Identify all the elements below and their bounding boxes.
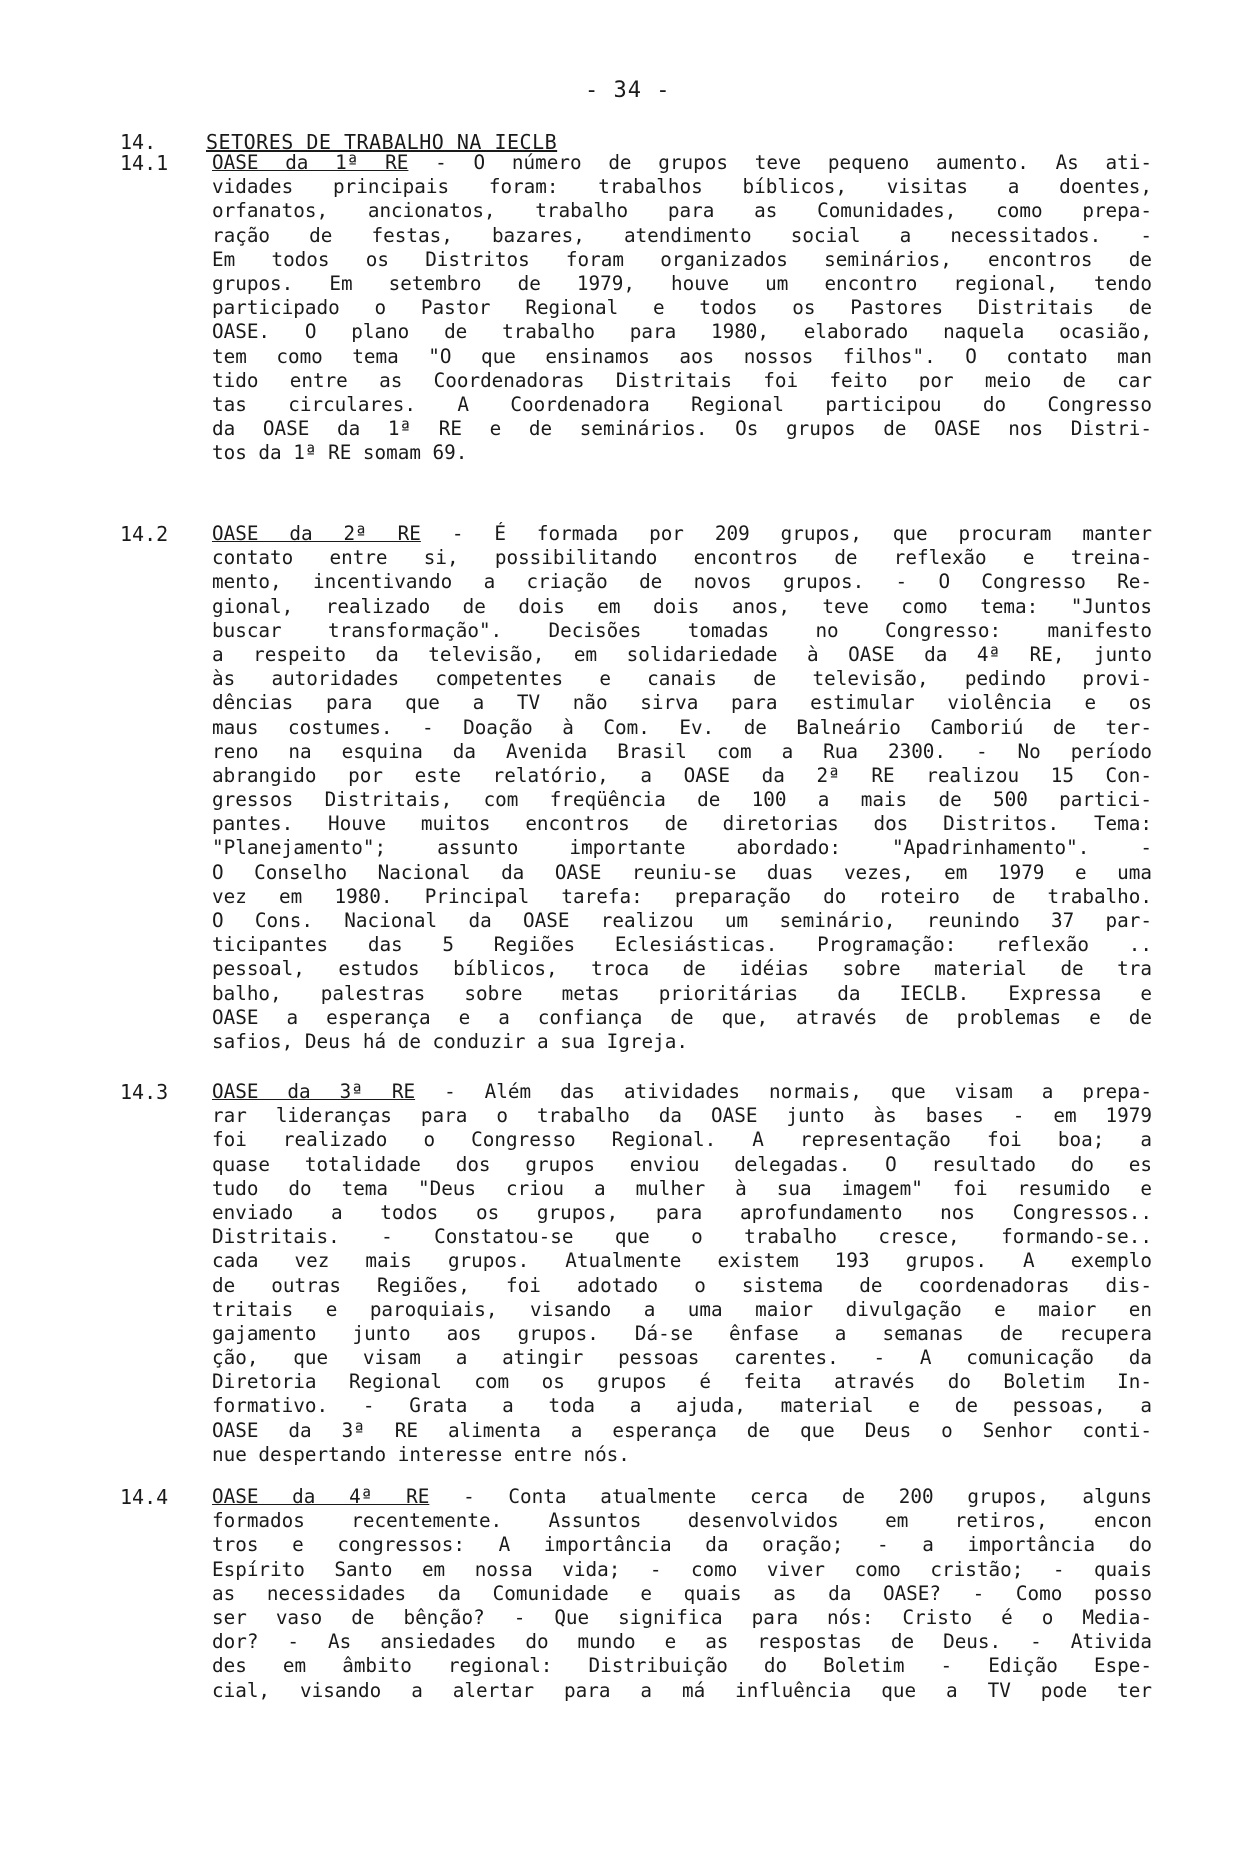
text-line: tritais e paroquiais, visando a uma maior divulgação e maior en [212, 1297, 1152, 1321]
text-line: foi realizado o Congresso Regional. A representação foi boa; a [212, 1128, 1152, 1152]
text-line: quase totalidade dos grupos enviou delegadas. O resultado do es [212, 1152, 1152, 1176]
text-line: formativo. - Grata a toda a ajuda, material e de pessoas, a [212, 1394, 1152, 1418]
section-lead: OASE da 4ª RE [212, 1485, 430, 1508]
text-line: cada vez mais grupos. Atualmente existem 193 grupos. A exemplo [212, 1249, 1152, 1273]
text-line: de outras Regiões, foi adotado o sistema de coordenadoras dis- [212, 1273, 1152, 1297]
section-text [212, 151, 1152, 465]
text-line: tem como tema "O que ensinamos aos nossos filhos". O contato man [212, 344, 1152, 368]
section-text [212, 522, 1152, 1054]
page-number: - 34 - [585, 78, 671, 103]
text-line: ração de festas, bazares, atendimento social a necessitados. - [212, 223, 1152, 247]
heading-title: SETORES DE TRABALHO NA IECLB [206, 130, 558, 154]
text-line: OASE da 2ª RE - É formada por 209 grupos, que procuram manter [212, 522, 1152, 545]
text-line: tas circulares. A Coordenadora Regional participou do Congresso [212, 392, 1152, 416]
text-line: O Cons. Nacional da OASE realizou um seminário, reunindo 37 par- [212, 909, 1152, 932]
text-line: abrangido por este relatório, a OASE da 2ª RE realizou 15 Con- [212, 763, 1152, 787]
text-line: dor? - As ansiedades do mundo e as respostas de Deus. - Ativida [212, 1630, 1152, 1654]
text-line: gajamento junto aos grupos. Dá-se ênfase a semanas de recupera [212, 1321, 1152, 1345]
text-line: pessoal, estudos bíblicos, troca de idéias sobre material de tra [212, 957, 1152, 981]
section-text [212, 1080, 1152, 1467]
text-line: às autoridades competentes e canais de televisão, pedindo provi- [212, 667, 1152, 691]
section-lead: OASE da 2ª RE [212, 522, 421, 545]
text-line: tos da 1ª RE somam 69. [212, 441, 468, 465]
text-line: orfanatos, ancionatos, trabalho para as Comunidades, como prepa- [212, 199, 1152, 223]
text-line: buscar transformação". Decisões tomadas no Congresso: manifesto [212, 618, 1152, 642]
text-line: dências para que a TV não sirva para estimular violência e os [212, 691, 1152, 715]
section-number: 14.1 [120, 151, 169, 175]
heading-number: 14. [120, 130, 157, 154]
section-number: 14.2 [120, 522, 169, 546]
text-line: gressos Distritais, com freqüência de 100 a mais de 500 partici- [212, 788, 1152, 812]
text-line: nue despertando interesse entre nós. [212, 1442, 630, 1466]
text-line: tido entre as Coordenadoras Distritais foi feito por meio de car [212, 368, 1152, 392]
text-line: da OASE da 1ª RE e de seminários. Os grupos de OASE nos Distri- [212, 417, 1152, 441]
text-line: contato entre si, possibilitando encontros de reflexão e treina- [212, 546, 1152, 570]
text-line: enviado a todos os grupos, para aprofundamento nos Congressos.. [212, 1200, 1152, 1224]
text-line: vez em 1980. Principal tarefa: preparação do roteiro de trabalho. [212, 884, 1152, 908]
text-line: Em todos os Distritos foram organizados seminários, encontros de [212, 247, 1152, 271]
text-line: OASE da 4ª RE - Conta atualmente cerca de 200 grupos, alguns [212, 1485, 1152, 1508]
text-line: des em âmbito regional: Distribuição do Boletim - Edição Espe- [212, 1654, 1152, 1678]
text-line: grupos. Em setembro de 1979, houve um encontro regional, tendo [212, 271, 1152, 295]
text-line: participado o Pastor Regional e todos os Pastores Distritais de [212, 296, 1152, 320]
text-line: ticipantes das 5 Regiões Eclesiásticas. Programação: reflexão .. [212, 933, 1152, 957]
section-number: 14.3 [120, 1080, 169, 1104]
text-line: a respeito da televisão, em solidariedade à OASE da 4ª RE, junto [212, 642, 1152, 666]
section-text [212, 1485, 1152, 1703]
text-line: OASE. O plano de trabalho para 1980, elaborado naquela ocasião, [212, 320, 1152, 344]
text-line: O Conselho Nacional da OASE reuniu-se duas vezes, em 1979 e uma [212, 860, 1152, 884]
section-lead: OASE da 3ª RE [212, 1080, 416, 1103]
text-line: pantes. Houve muitos encontros de diretorias dos Distritos. Tema: [212, 812, 1152, 836]
text-line: ser vaso de bênção? - Que significa para nós: Cristo é o Media- [212, 1605, 1152, 1629]
text-line: Espírito Santo em nossa vida; - como viver como cristão; - quais [212, 1557, 1152, 1581]
text-line: tudo do tema "Deus criou a mulher à sua imagem" foi resumido e [212, 1176, 1152, 1200]
text-line: maus costumes. - Doação à Com. Ev. de Balneário Camboriú de ter- [212, 715, 1152, 739]
text-line: OASE da 1ª RE - O número de grupos teve pequeno aumento. As ati- [212, 151, 1152, 174]
text-line: "Planejamento"; assunto importante abordado: "Apadrinhamento". - [212, 836, 1152, 860]
text-line: vidades principais foram: trabalhos bíblicos, visitas a doentes, [212, 175, 1152, 199]
text-line: Diretoria Regional com os grupos é feita através do Boletim In- [212, 1370, 1152, 1394]
text-line: OASE da 3ª RE alimenta a esperança de que Deus o Senhor conti- [212, 1418, 1152, 1442]
text-line: balho, palestras sobre metas prioritárias da IECLB. Expressa e [212, 981, 1152, 1005]
text-line: safios, Deus há de conduzir a sua Igreja. [212, 1029, 688, 1053]
text-line: tros e congressos: A importância da oração; - a importância do [212, 1533, 1152, 1557]
text-line: rar lideranças para o trabalho da OASE junto às bases - em 1979 [212, 1104, 1152, 1128]
text-line: Distritais. - Constatou-se que o trabalho cresce, formando-se.. [212, 1225, 1152, 1249]
section-lead: OASE da 1ª RE [212, 151, 409, 174]
text-line: cial, visando a alertar para a má influência que a TV pode ter [212, 1678, 1152, 1702]
text-line: as necessidades da Comunidade e quais as da OASE? - Como posso [212, 1581, 1152, 1605]
text-line: mento, incentivando a criação de novos grupos. - O Congresso Re- [212, 570, 1152, 594]
text-line: reno na esquina da Avenida Brasil com a Rua 2300. - No período [212, 739, 1152, 763]
text-line: OASE da 3ª RE - Além das atividades normais, que visam a prepa- [212, 1080, 1152, 1103]
text-line: formados recentemente. Assuntos desenvolvidos em retiros, encon [212, 1509, 1152, 1533]
text-line: OASE a esperança e a confiança de que, através de problemas e de [212, 1005, 1152, 1029]
text-line: ção, que visam a atingir pessoas carentes. - A comunicação da [212, 1346, 1152, 1370]
text-line: gional, realizado de dois em dois anos, teve como tema: "Juntos [212, 594, 1152, 618]
section-number: 14.4 [120, 1485, 169, 1509]
